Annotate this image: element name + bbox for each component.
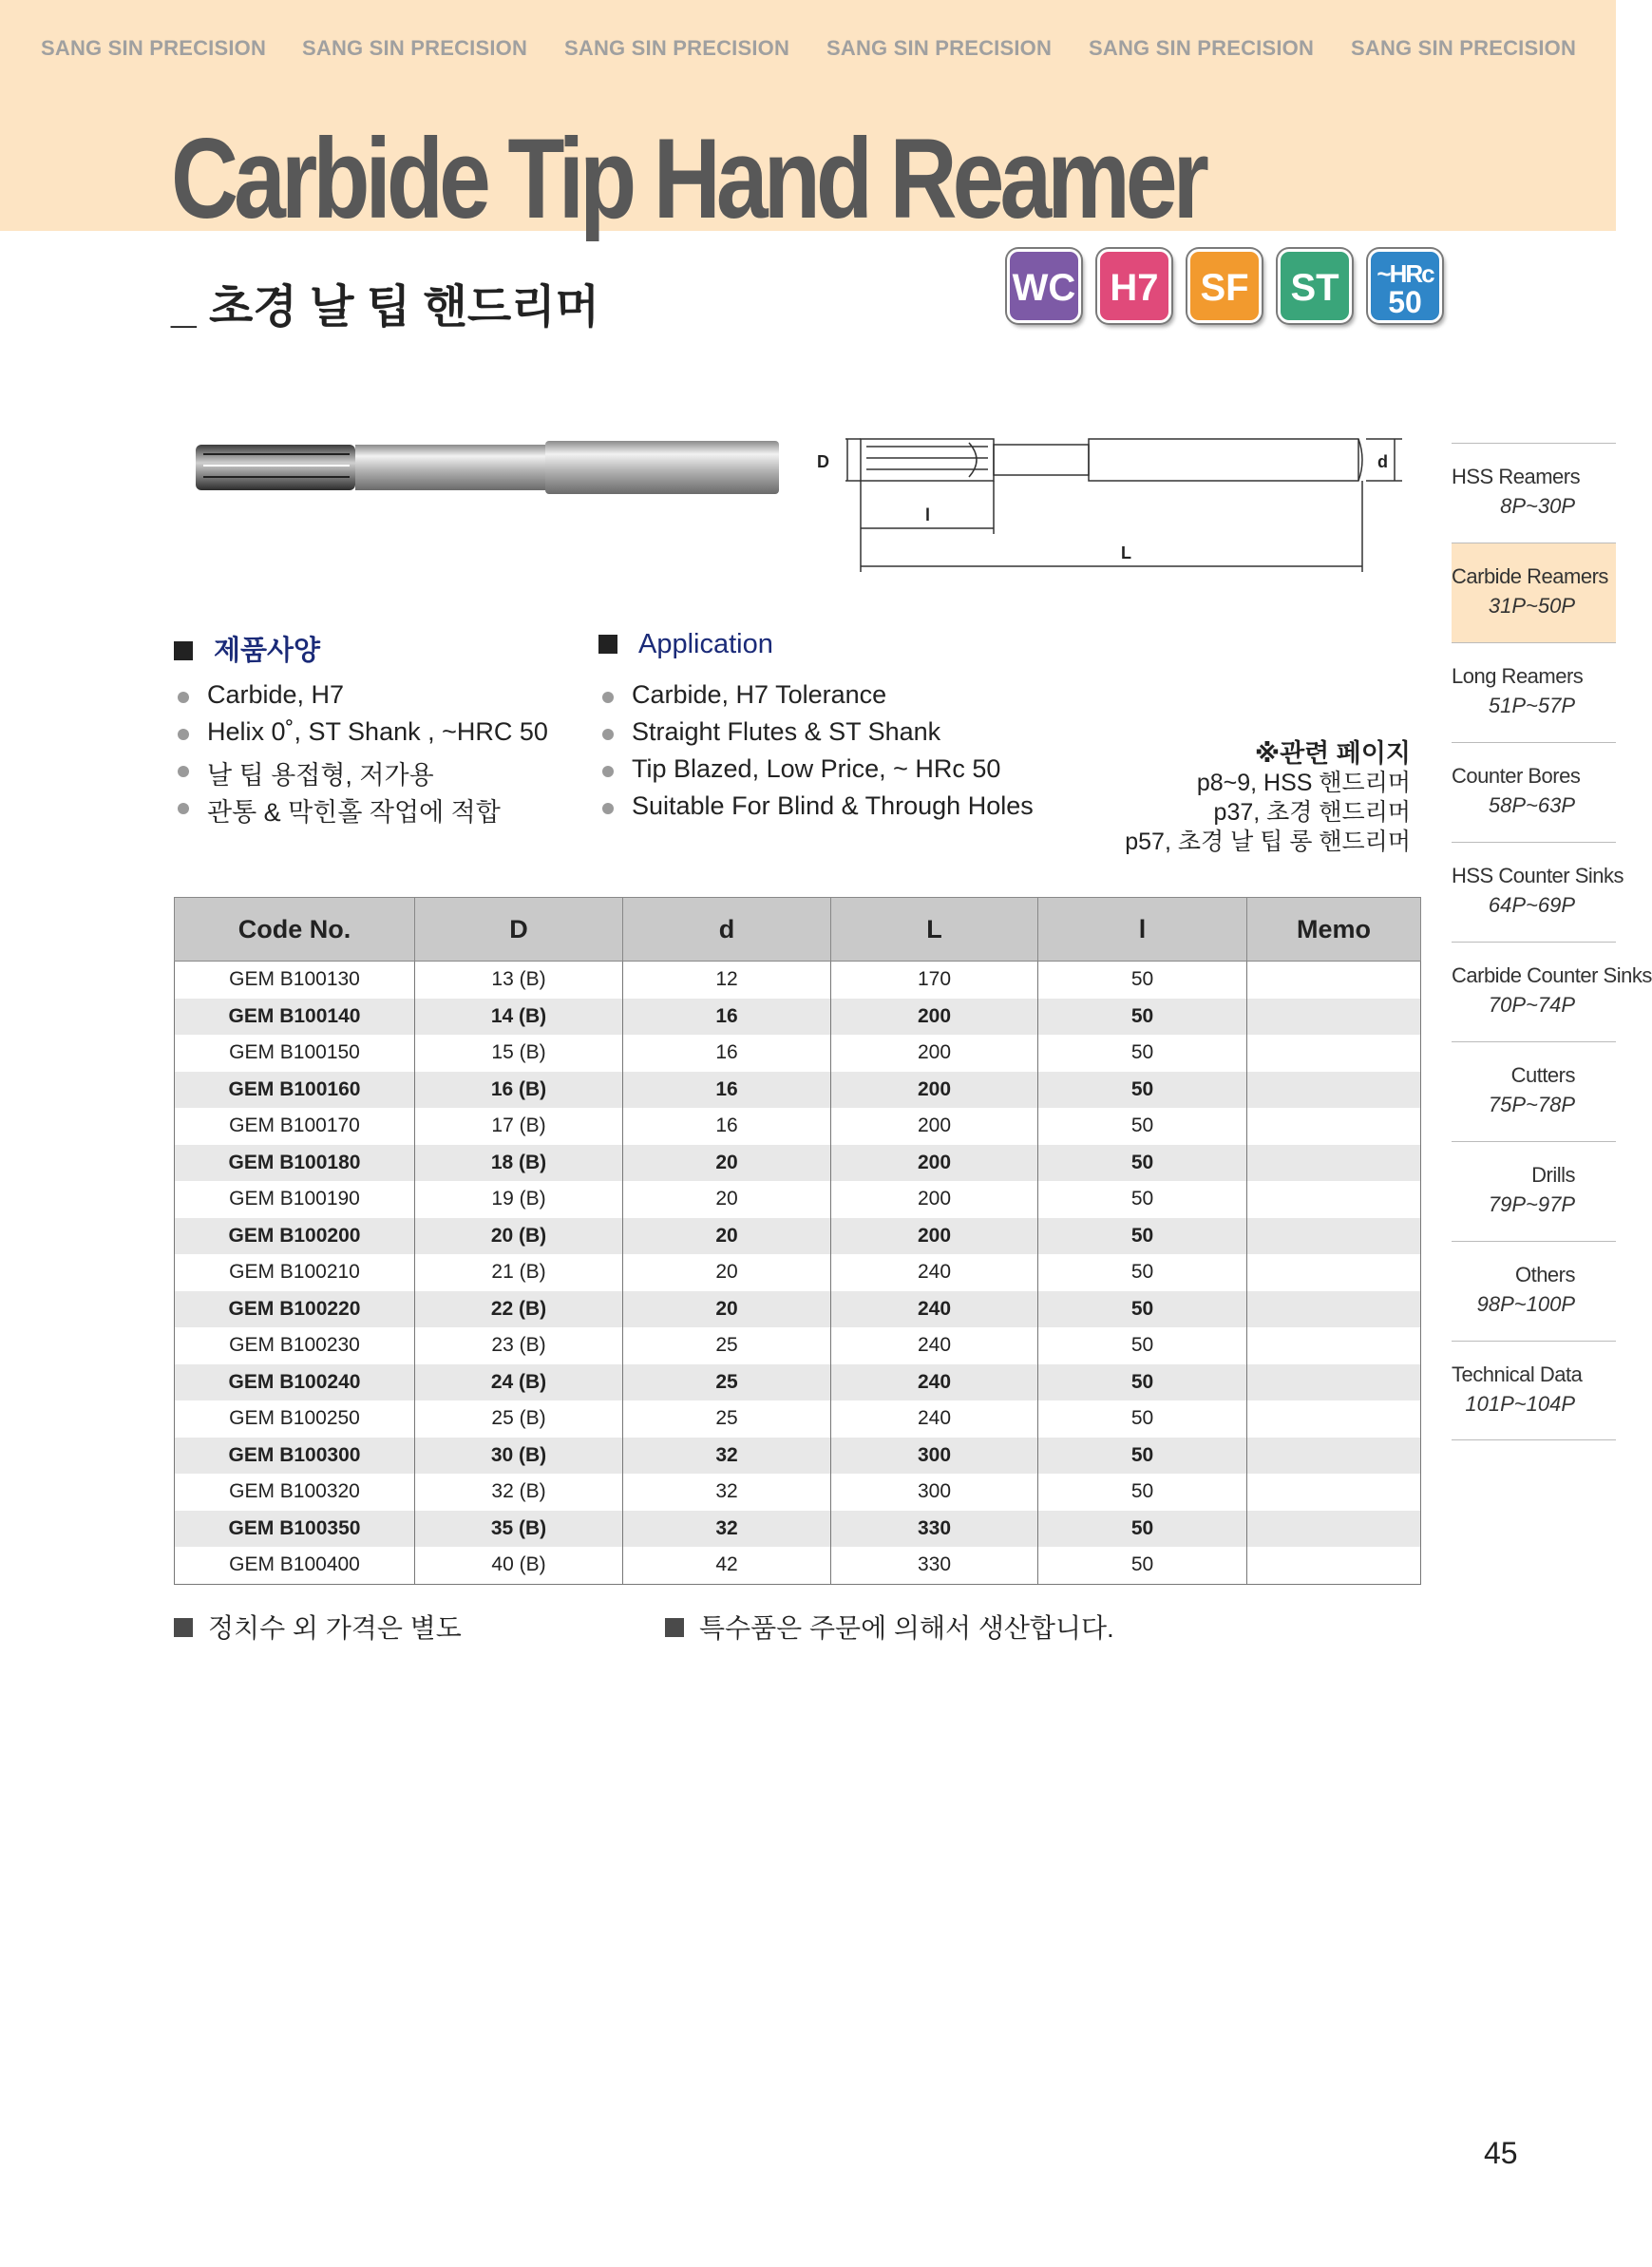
- cell-d: 25: [623, 1327, 831, 1364]
- cell-memo: [1247, 1400, 1421, 1438]
- cell-code: GEM B100180: [175, 1145, 415, 1182]
- cell-l: 50: [1038, 1218, 1247, 1255]
- cell-L: 240: [831, 1291, 1038, 1328]
- sidebar-item-pages: 31P~50P: [1488, 594, 1575, 618]
- col-header-l: l: [1038, 898, 1247, 962]
- sidebar-item[interactable]: [1452, 1041, 1616, 1141]
- cell-L: 200: [831, 1108, 1038, 1145]
- sidebar-item-name: Carbide Counter Sinks: [1452, 963, 1652, 987]
- cell-D: 16 (B): [415, 1072, 623, 1109]
- cell-memo: [1247, 1181, 1421, 1218]
- table-row: [175, 1181, 1421, 1218]
- cell-L: 240: [831, 1364, 1038, 1401]
- col-header-D: D: [415, 898, 623, 962]
- cell-code: GEM B100140: [175, 999, 415, 1036]
- cell-D: 24 (B): [415, 1364, 623, 1401]
- sidebar-item-name: Cutters: [1510, 1063, 1575, 1087]
- cell-code: GEM B100200: [175, 1218, 415, 1255]
- cell-memo: [1247, 1511, 1421, 1548]
- cell-d: 32: [623, 1511, 831, 1548]
- table-row: [175, 1400, 1421, 1438]
- cell-D: 40 (B): [415, 1547, 623, 1584]
- sidebar-item[interactable]: [1452, 1141, 1616, 1241]
- cell-d: 16: [623, 1108, 831, 1145]
- table-row: [175, 1291, 1421, 1328]
- table-row: [175, 1254, 1421, 1291]
- cell-D: 25 (B): [415, 1400, 623, 1438]
- cell-D: 13 (B): [415, 962, 623, 999]
- cell-D: 20 (B): [415, 1218, 623, 1255]
- spec-item: Carbide, H7: [174, 680, 548, 717]
- badge-hrc-top: ~HRc: [1377, 259, 1434, 288]
- brand-label: SANG SIN PRECISION: [1089, 36, 1315, 60]
- table-header-row: [175, 898, 1421, 962]
- table-row: [175, 1327, 1421, 1364]
- cell-L: 330: [831, 1511, 1038, 1548]
- badge-hrc-bottom: 50: [1388, 285, 1422, 319]
- cell-l: 50: [1038, 1145, 1247, 1182]
- cell-code: GEM B100160: [175, 1072, 415, 1109]
- cell-L: 200: [831, 1072, 1038, 1109]
- cell-D: 21 (B): [415, 1254, 623, 1291]
- cell-L: 200: [831, 1218, 1038, 1255]
- cell-memo: [1247, 1547, 1421, 1584]
- cell-L: 170: [831, 962, 1038, 999]
- spec-item: 관통 & 막힌홀 작업에 적합: [174, 791, 548, 829]
- cell-L: 330: [831, 1547, 1038, 1584]
- application-item: Suitable For Blind & Through Holes: [598, 791, 1034, 829]
- cell-D: 15 (B): [415, 1035, 623, 1072]
- sidebar-item-name: Drills: [1531, 1163, 1575, 1187]
- table-row: [175, 1474, 1421, 1511]
- sidebar-item[interactable]: [1452, 942, 1652, 1041]
- spec-heading-text: 제품사양: [214, 636, 321, 666]
- cell-memo: [1247, 1327, 1421, 1364]
- badge-hrc: [1368, 249, 1442, 323]
- table-body: [175, 962, 1421, 1585]
- reamer-photo: [190, 439, 781, 498]
- badge-h7: H7: [1097, 249, 1171, 323]
- diagram-label-D: D: [817, 452, 829, 471]
- related-line: p8~9, HSS 핸드리머: [1196, 770, 1411, 796]
- table-row: [175, 1438, 1421, 1475]
- cell-code: GEM B100240: [175, 1364, 415, 1401]
- application-item: Straight Flutes & ST Shank: [598, 717, 1034, 754]
- cell-d: 20: [623, 1291, 831, 1328]
- cell-code: GEM B100150: [175, 1035, 415, 1072]
- related-title: ※관련 페이지: [1254, 739, 1411, 768]
- cell-D: 17 (B): [415, 1108, 623, 1145]
- badge-st: ST: [1278, 249, 1352, 323]
- price-note: [174, 1608, 462, 1646]
- cell-l: 50: [1038, 1438, 1247, 1475]
- sidebar-item-name: HSS Reamers: [1452, 465, 1581, 488]
- cell-l: 50: [1038, 962, 1247, 999]
- table-row: [175, 1108, 1421, 1145]
- cell-L: 240: [831, 1327, 1038, 1364]
- cell-memo: [1247, 1474, 1421, 1511]
- custom-note-text: 특수품은 주문에 의해서 생산합니다.: [699, 1613, 1114, 1643]
- sidebar-item-name: Carbide Reamers: [1452, 564, 1608, 588]
- diagram-label-d: d: [1377, 452, 1388, 471]
- price-note-text: 정치수 외 가격은 별도: [208, 1613, 462, 1643]
- cell-d: 25: [623, 1364, 831, 1401]
- cell-memo: [1247, 962, 1421, 999]
- cell-d: 20: [623, 1181, 831, 1218]
- sidebar-item-name: Technical Data: [1452, 1362, 1583, 1386]
- cell-code: GEM B100230: [175, 1327, 415, 1364]
- application-item: Carbide, H7 Tolerance: [598, 680, 1034, 717]
- cell-l: 50: [1038, 1547, 1247, 1584]
- table-row: [175, 1511, 1421, 1548]
- cell-code: GEM B100190: [175, 1181, 415, 1218]
- cell-memo: [1247, 1145, 1421, 1182]
- application-heading-text: Application: [638, 629, 773, 659]
- cell-memo: [1247, 1254, 1421, 1291]
- cell-L: 200: [831, 1181, 1038, 1218]
- page-number: 45: [1484, 2136, 1518, 2170]
- custom-note: [665, 1608, 1114, 1646]
- table-row: [175, 1035, 1421, 1072]
- cell-D: 19 (B): [415, 1181, 623, 1218]
- diagram-label-L: L: [1121, 543, 1131, 562]
- dimension-diagram: [807, 429, 1406, 581]
- application-list: [598, 680, 1034, 829]
- sidebar-item-pages: 64P~69P: [1488, 893, 1575, 917]
- cell-d: 20: [623, 1145, 831, 1182]
- sidebar-item-pages: 51P~57P: [1488, 694, 1575, 717]
- cell-L: 300: [831, 1438, 1038, 1475]
- cell-l: 50: [1038, 1035, 1247, 1072]
- brand-label: SANG SIN PRECISION: [41, 36, 267, 60]
- related-line: p37, 초경 핸드리머: [1213, 799, 1411, 826]
- cell-memo: [1247, 1035, 1421, 1072]
- cell-d: 12: [623, 962, 831, 999]
- application-heading: [598, 629, 773, 660]
- diagram-label-l: l: [925, 505, 931, 524]
- cell-l: 50: [1038, 1181, 1247, 1218]
- cell-d: 16: [623, 1035, 831, 1072]
- brand-label: SANG SIN PRECISION: [564, 36, 790, 60]
- table-row: [175, 962, 1421, 999]
- spec-table: [174, 897, 1421, 1585]
- sidebar-item-pages: 75P~78P: [1488, 1093, 1575, 1116]
- badge-wc: WC: [1007, 249, 1081, 323]
- cell-d: 42: [623, 1547, 831, 1584]
- cell-l: 50: [1038, 1400, 1247, 1438]
- spec-heading: [174, 629, 320, 668]
- col-header-d: d: [623, 898, 831, 962]
- cell-l: 50: [1038, 1474, 1247, 1511]
- cell-d: 20: [623, 1218, 831, 1255]
- cell-D: 23 (B): [415, 1327, 623, 1364]
- spec-item: Helix 0˚, ST Shank , ~HRC 50: [174, 717, 548, 754]
- cell-L: 300: [831, 1474, 1038, 1511]
- sidebar-item-pages: 79P~97P: [1488, 1192, 1575, 1216]
- table-row: [175, 1145, 1421, 1182]
- sidebar-item[interactable]: [1452, 842, 1624, 942]
- brand-label: SANG SIN PRECISION: [302, 36, 528, 60]
- cell-D: 18 (B): [415, 1145, 623, 1182]
- table-row: [175, 1364, 1421, 1401]
- cell-L: 200: [831, 999, 1038, 1036]
- cell-L: 200: [831, 1145, 1038, 1182]
- sidebar-item[interactable]: [1452, 642, 1616, 742]
- cell-l: 50: [1038, 1108, 1247, 1145]
- brand-row: [0, 36, 1616, 65]
- cell-l: 50: [1038, 1291, 1247, 1328]
- brand-label: SANG SIN PRECISION: [826, 36, 1053, 60]
- table-row: [175, 1072, 1421, 1109]
- cell-L: 200: [831, 1035, 1038, 1072]
- cell-L: 240: [831, 1254, 1038, 1291]
- sidebar-item[interactable]: [1452, 742, 1616, 842]
- cell-l: 50: [1038, 999, 1247, 1036]
- page-subtitle: _ 초경 날 팁 핸드리머: [171, 282, 599, 333]
- sidebar-item-pages: 98P~100P: [1476, 1292, 1575, 1316]
- related-pages: [1125, 739, 1411, 857]
- cell-l: 50: [1038, 1327, 1247, 1364]
- col-header-code: Code No.: [175, 898, 415, 962]
- cell-memo: [1247, 1291, 1421, 1328]
- cell-memo: [1247, 1438, 1421, 1475]
- sidebar-item-name: Counter Bores: [1452, 764, 1581, 788]
- cell-code: GEM B100350: [175, 1511, 415, 1548]
- cell-code: GEM B100320: [175, 1474, 415, 1511]
- cell-code: GEM B100300: [175, 1438, 415, 1475]
- cell-d: 25: [623, 1400, 831, 1438]
- cell-d: 32: [623, 1474, 831, 1511]
- cell-D: 22 (B): [415, 1291, 623, 1328]
- cell-d: 32: [623, 1438, 831, 1475]
- cell-code: GEM B100400: [175, 1547, 415, 1584]
- table-row: [175, 999, 1421, 1036]
- cell-D: 32 (B): [415, 1474, 623, 1511]
- cell-D: 35 (B): [415, 1511, 623, 1548]
- cell-code: GEM B100210: [175, 1254, 415, 1291]
- col-header-L: L: [831, 898, 1038, 962]
- cell-memo: [1247, 1364, 1421, 1401]
- cell-l: 50: [1038, 1364, 1247, 1401]
- application-item: Tip Blazed, Low Price, ~ HRc 50: [598, 754, 1034, 791]
- col-header-memo: Memo: [1247, 898, 1421, 962]
- spec-item: 날 팁 용접형, 저가용: [174, 754, 548, 791]
- sidebar-item-name: HSS Counter Sinks: [1452, 864, 1624, 887]
- cell-code: GEM B100220: [175, 1291, 415, 1328]
- sidebar-item-pages: 70P~74P: [1488, 993, 1575, 1017]
- sidebar-item[interactable]: [1452, 443, 1616, 543]
- cell-l: 50: [1038, 1072, 1247, 1109]
- badge-sf: SF: [1187, 249, 1262, 323]
- cell-memo: [1247, 1108, 1421, 1145]
- cell-code: GEM B100130: [175, 962, 415, 999]
- sidebar-item-pages: 8P~30P: [1500, 494, 1575, 518]
- cell-D: 30 (B): [415, 1438, 623, 1475]
- cell-d: 16: [623, 999, 831, 1036]
- cell-D: 14 (B): [415, 999, 623, 1036]
- sidebar-item[interactable]: [1452, 1341, 1616, 1440]
- sidebar-item[interactable]: [1452, 1241, 1616, 1341]
- sidebar-item[interactable]: [1452, 543, 1616, 642]
- cell-memo: [1247, 999, 1421, 1036]
- cell-memo: [1247, 1218, 1421, 1255]
- cell-L: 240: [831, 1400, 1038, 1438]
- sidebar-item-name: Long Reamers: [1452, 664, 1584, 688]
- cell-code: GEM B100250: [175, 1400, 415, 1438]
- spec-list: [174, 680, 548, 829]
- cell-d: 16: [623, 1072, 831, 1109]
- sidebar-item-pages: 58P~63P: [1488, 793, 1575, 817]
- cell-d: 20: [623, 1254, 831, 1291]
- sidebar-item-pages: 101P~104P: [1465, 1392, 1575, 1416]
- table-row: [175, 1218, 1421, 1255]
- cell-code: GEM B100170: [175, 1108, 415, 1145]
- cell-l: 50: [1038, 1254, 1247, 1291]
- related-line: p57, 초경 날 팁 롱 핸드리머: [1125, 829, 1411, 855]
- brand-label: SANG SIN PRECISION: [1351, 36, 1577, 60]
- table-row: [175, 1547, 1421, 1584]
- catalog-sidebar: [1452, 443, 1652, 1440]
- sidebar-item-name: Others: [1514, 1263, 1575, 1286]
- page-title: Carbide Tip Hand Reamer: [171, 115, 1206, 242]
- cell-l: 50: [1038, 1511, 1247, 1548]
- cell-memo: [1247, 1072, 1421, 1109]
